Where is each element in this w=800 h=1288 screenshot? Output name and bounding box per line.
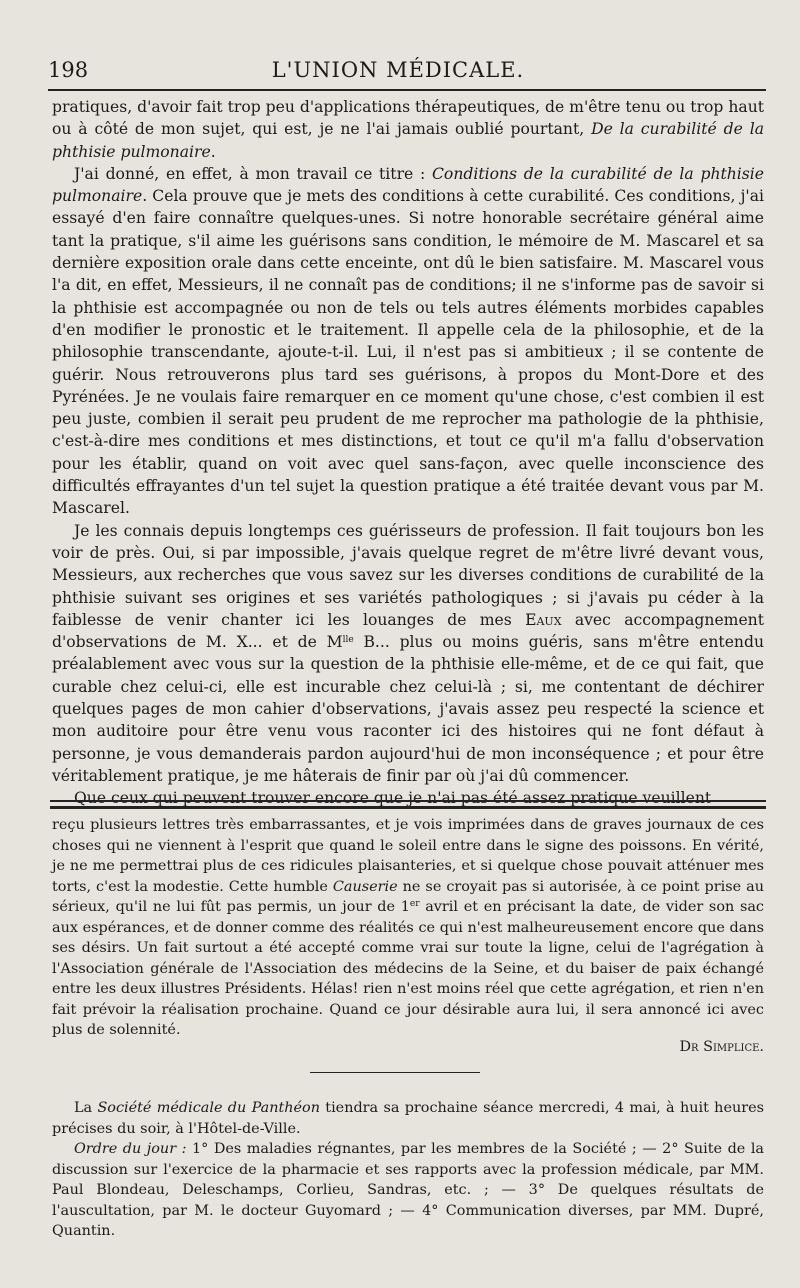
paragraph-1	[52, 96, 764, 163]
page-number: 198	[48, 58, 89, 82]
society-name: Société médicale du Panthéon	[97, 1100, 320, 1116]
announcement-paragraph-2	[52, 1139, 764, 1242]
italic-title: De la curabilité de la phthisie pulmonaire	[52, 120, 764, 161]
text-run: .	[210, 142, 216, 161]
feuilleton-section	[52, 815, 764, 1041]
text-run: avril et en précisant la date, de vider son sac aux espérances, et de donner comme des réalités ce qui n'est malheureusement encore que dans ses désirs. Un fait surtout a été accepté comme vrai sur toute la ligne, celui de l'agrégation à l'Association générale de l'Association des médecins de la Seine, et du baiser de paix échangé entre les deux illustres Présidents. Hélas! rien n'est moins réel que cette agrégation, et rien n'en fait prévoir la réalisation prochaine. Quand ce jour désirable aura lui, il sera annoncé ici avec plus de solennité.	[52, 899, 764, 1038]
paragraph-4: Que ceux qui peuvent trouver encore que je n'ai pas été assez pratique veuillent	[74, 789, 712, 808]
text-run: B... plus ou moins guéris, sans m'être entendu préalablement avec vous sur la question de la phthisie elle-même, et de ce qui fait, que curable chez celui-ci, elle est incurable chez celui-là ; si, me contentant de déchirer quelques pages de mon cahier d'observations, j'avais assez peu respecté la science et mon auditoire pour être venu vous raconter ici des histoires qui ne font défaut à personne, je vous demanderais pardon aujourd'hui de mon inconséquence ; et pour être véritablement pratique, je me hâterais de finir par où j'ai dû commencer.	[52, 633, 764, 785]
text-run: Je les connais depuis longtemps ces guérisseurs de profession. Il fait toujours bon les voir de près. Oui, si par impossible, j'avais quelque regret de m'être livré devant vous, Messieurs, aux recherches que vous savez sur les diverses conditions de curabilité de la phthisie suivant ses origines et ses variétés pathologiques ; si j'avais pu céder à la faiblesse de venir chanter ici les louanges de mes	[52, 521, 764, 629]
italic-title: Conditions de la curabilité de la phthisie pulmonaire	[52, 164, 764, 206]
paragraph-3	[52, 520, 764, 788]
running-title: L'UNION MÉDICALE.	[271, 58, 525, 82]
text-run: tiendra sa prochaine séance mercredi, 4 mai, à huit heures précises du soir, à l'Hôtel-de-Ville.	[52, 1100, 765, 1137]
text-run: pratiques, d'avoir fait trop peu d'applications thérapeutiques, de m'être tenu ou trop haut ou à côté de mon sujet, qui est, je ne l'ai jamais oublié pourtant,	[52, 98, 764, 139]
text-run: La	[74, 1100, 98, 1116]
signature: Dr Simplice.	[679, 1039, 764, 1055]
superscript: lle	[342, 635, 354, 646]
announcement-paragraph-1	[52, 1098, 764, 1139]
text-run: reçu plusieurs lettres très embarrassantes, et je vois imprimées dans de graves journaux de ces choses qui ne viennent à l'esprit que quand le soleil entre dans le signe des poissons. En vérité, je ne me permettrai plus de ces ridicules plaisanteries, et si quelque chose pouvait atténuer mes torts, c'est la modestie. Cette humble	[52, 817, 764, 895]
announcement-section	[52, 1098, 764, 1242]
paragraph-2	[52, 163, 764, 520]
short-divider	[310, 1072, 480, 1073]
text-run: J'ai donné, en effet, à mon travail ce titre :	[74, 164, 432, 183]
italic-word: Causerie	[332, 878, 398, 895]
text-run: ne se croyait pas si autorisée, à ce point prise au sérieux, qu'il ne lui fût pas permis, un jour de 1	[52, 878, 764, 915]
feuilleton-paragraph	[52, 815, 764, 1041]
separator-rule-bottom	[50, 806, 766, 809]
text-run: . Cela prouve que je mets des conditions à cette curabilité. Ces conditions, j'ai essayé d'en faire connaître quelques-unes. Si notre honorable secrétaire général aime tant la pratique, s'il aime les guérisons sans condition, le mémoire de M. Mascarel et sa dernière exposition orale dans cette enceinte, ont dû le bien satisfaire. M. Mascarel vous l'a dit, en effet, Messieurs, il ne connaît pas de conditions; il ne s'informe pas de savoir si la phthisie est accompagnée ou non de tels ou tels autres éléments morbides capables d'en modifier le pronostic et le traitement. Il appelle cela de la philosophie, et de la philosophie transcendante, ajoute-t-il. Lui, il n'est pas si ambitieux ; il se contente de guérir. Nous retrouverons plus tard ses guérisons, à propos du Mont-Dore et des Pyrénées. Je ne voulais faire remarquer en ce moment qu'une chose, c'est combien il est peu juste, combien il serait peu prudent de me reprocher ma pathologie de la phthisie, c'est-à-dire mes conditions et mes distinctions, et tout ce qu'il m'a fallu d'observation pour les établir, quand on voit avec quel sans-façon, avec quelle inconscience des difficultés effrayantes d'un tel sujet la question pratique a été traitée devant vous par M. Mascarel.	[52, 187, 764, 518]
text-run: avec accompagnement d'observations de M. X... et de M	[52, 610, 764, 652]
header-rule	[48, 89, 766, 91]
page-header	[48, 52, 748, 86]
agenda-label: Ordre du jour :	[74, 1141, 187, 1157]
small-caps-word: Eaux	[525, 610, 562, 629]
main-article	[52, 96, 764, 810]
text-run: 1° Des maladies régnantes, par les membres de la Société ; — 2° Suite de la discussion sur l'exercice de la pharmacie et ses rapports avec la profession médicale, par MM. Paul Blondeau, Deleschamps, Corlieu, Sandras, etc. ; — 3° De quelques résultats de l'auscultation, par M. le docteur Guyomard ; — 4° Communication diverses, par MM. Dupré, Quantin.	[52, 1141, 765, 1239]
separator-rule-top	[50, 800, 766, 802]
superscript: er	[409, 899, 420, 909]
